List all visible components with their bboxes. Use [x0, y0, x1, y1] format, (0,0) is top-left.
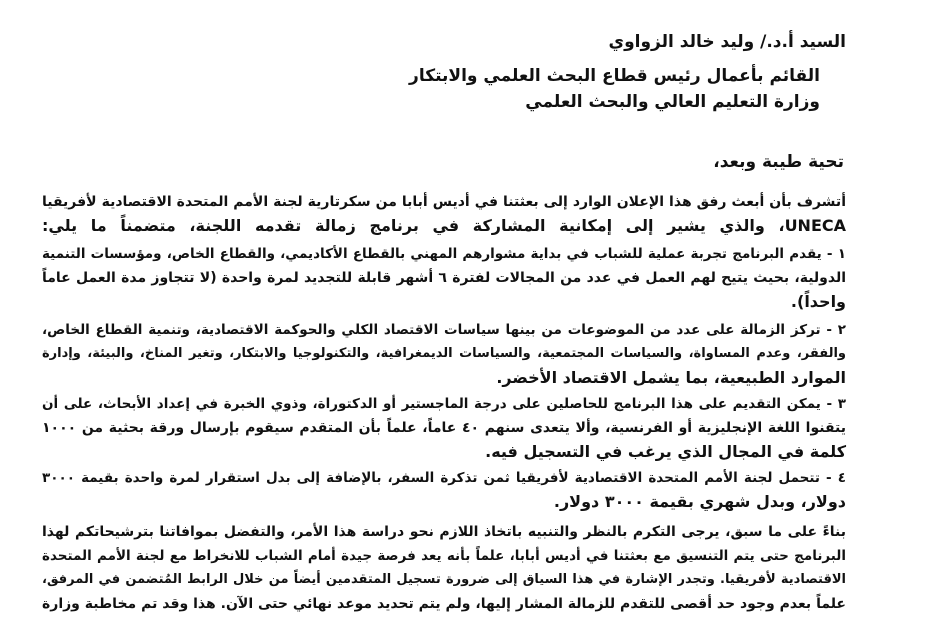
item-3-line: يتقنوا اللغة الإنجليزية أو الفرنسية، وألا يتعدى سنهم ٤٠ عاماً، علماً بأن المتقدم سيقوم بإرسال ورقة بحثية من ١٠٠٠ [42, 420, 846, 436]
item-1-line: الدولية، بحيث يتيح لهم العمل في عدد من المجالات لفترة ٦ أشهر قابلة للتجديد لمرة واحدة (لا تتجاوز مدة العمل عاماً [42, 270, 847, 286]
item-2-line: الموارد الطبيعية، بما يشمل الاقتصاد الأخضر. [496, 368, 846, 387]
intro-line: أتشرف بأن أبعث رفق هذا الإعلان الوارد إلى بعثتنا في أديس أبابا من سكرتارية لجنة الأمم المتحدة الاقتصادية لأفريقيا [42, 194, 846, 210]
recipient-ministry: وزارة التعليم العالي والبحث العلمي [525, 92, 820, 112]
closing-line: علماً بعدم وجود حد أقصى للتقدم للزمالة المشار إليها، ولم يتم تحديد موعد نهائي حتى الآن. هذا وقد تم مخاطبة وزارة [42, 596, 846, 612]
intro-line: UNECA، والذي يشير إلى إمكانية المشاركة في برنامج زمالة تقدمه اللجنة، متضمناً ما يلي: [42, 216, 846, 235]
item-4-line: ٤ - تتحمل لجنة الأمم المتحدة الاقتصادية لأفريقيا ثمن تذكرة السفر، بالإضافة إلى بدل استقرار لمرة واحدة بقيمة ٣٠٠٠ [42, 470, 846, 486]
recipient-name: السيد أ.د./ وليد خالد الزواوي [608, 32, 846, 52]
item-1-line: واحداً). [790, 292, 846, 311]
recipient-title: القائم بأعمال رئيس قطاع البحث العلمي والابتكار [409, 66, 820, 86]
closing-line: البرنامج حتى يتم التنسيق مع بعثتنا في أديس أبابا، علماً بأنه يعد فرصة جيدة أمام الشباب للانخراط مع لجنة الأمم المتحدة [42, 548, 846, 564]
item-3-line: ٣ - يمكن التقديم على هذا البرنامج للحاصلين على درجة الماجستير أو الدكتوراة، وذوي الخبرة في إعداد الأبحاث، على أن [42, 396, 846, 412]
item-4-line: دولار، وبدل شهري بقيمة ٣٠٠٠ دولار. [553, 492, 846, 511]
greeting: تحية طيبة وبعد، [713, 152, 844, 172]
closing-line: بناءً على ما سبق، يرجى التكرم بالنظر والتنبيه باتخاذ اللازم نحو دراسة هذا الأمر، والتفضل بموافاتنا بترشيحاتكم لهذا [42, 524, 846, 540]
item-2-line: ٢ - تركز الزمالة على عدد من الموضوعات من بينها سياسات الاقتصاد الكلي والحوكمة الاقتصادية، وتنمية القطاع الخاص، [42, 322, 846, 338]
item-1-line: ١ - يقدم البرنامج تجربة عملية للشباب في بداية مشوارهم المهني بالقطاع الأكاديمي، والقطاع الخاص، ومؤسسات التنمية [42, 246, 846, 262]
item-3-line: كلمة في المجال الذي يرغب في التسجيل فيه. [485, 442, 846, 461]
closing-line: الاقتصادية لأفريقيا. وتجدر الإشارة في هذا السياق إلى ضرورة تسجيل المتقدمين أيضاً من خلال الرابط المُتضمن في المرفق، [42, 572, 846, 587]
item-2-line: والفقر، وعدم المساواة، والسياسات المجتمعية، والسياسات الديمغرافية، والتكنولوجيا والابتكار، وتغير المناخ، والبيئة، وإدارة [42, 346, 846, 361]
